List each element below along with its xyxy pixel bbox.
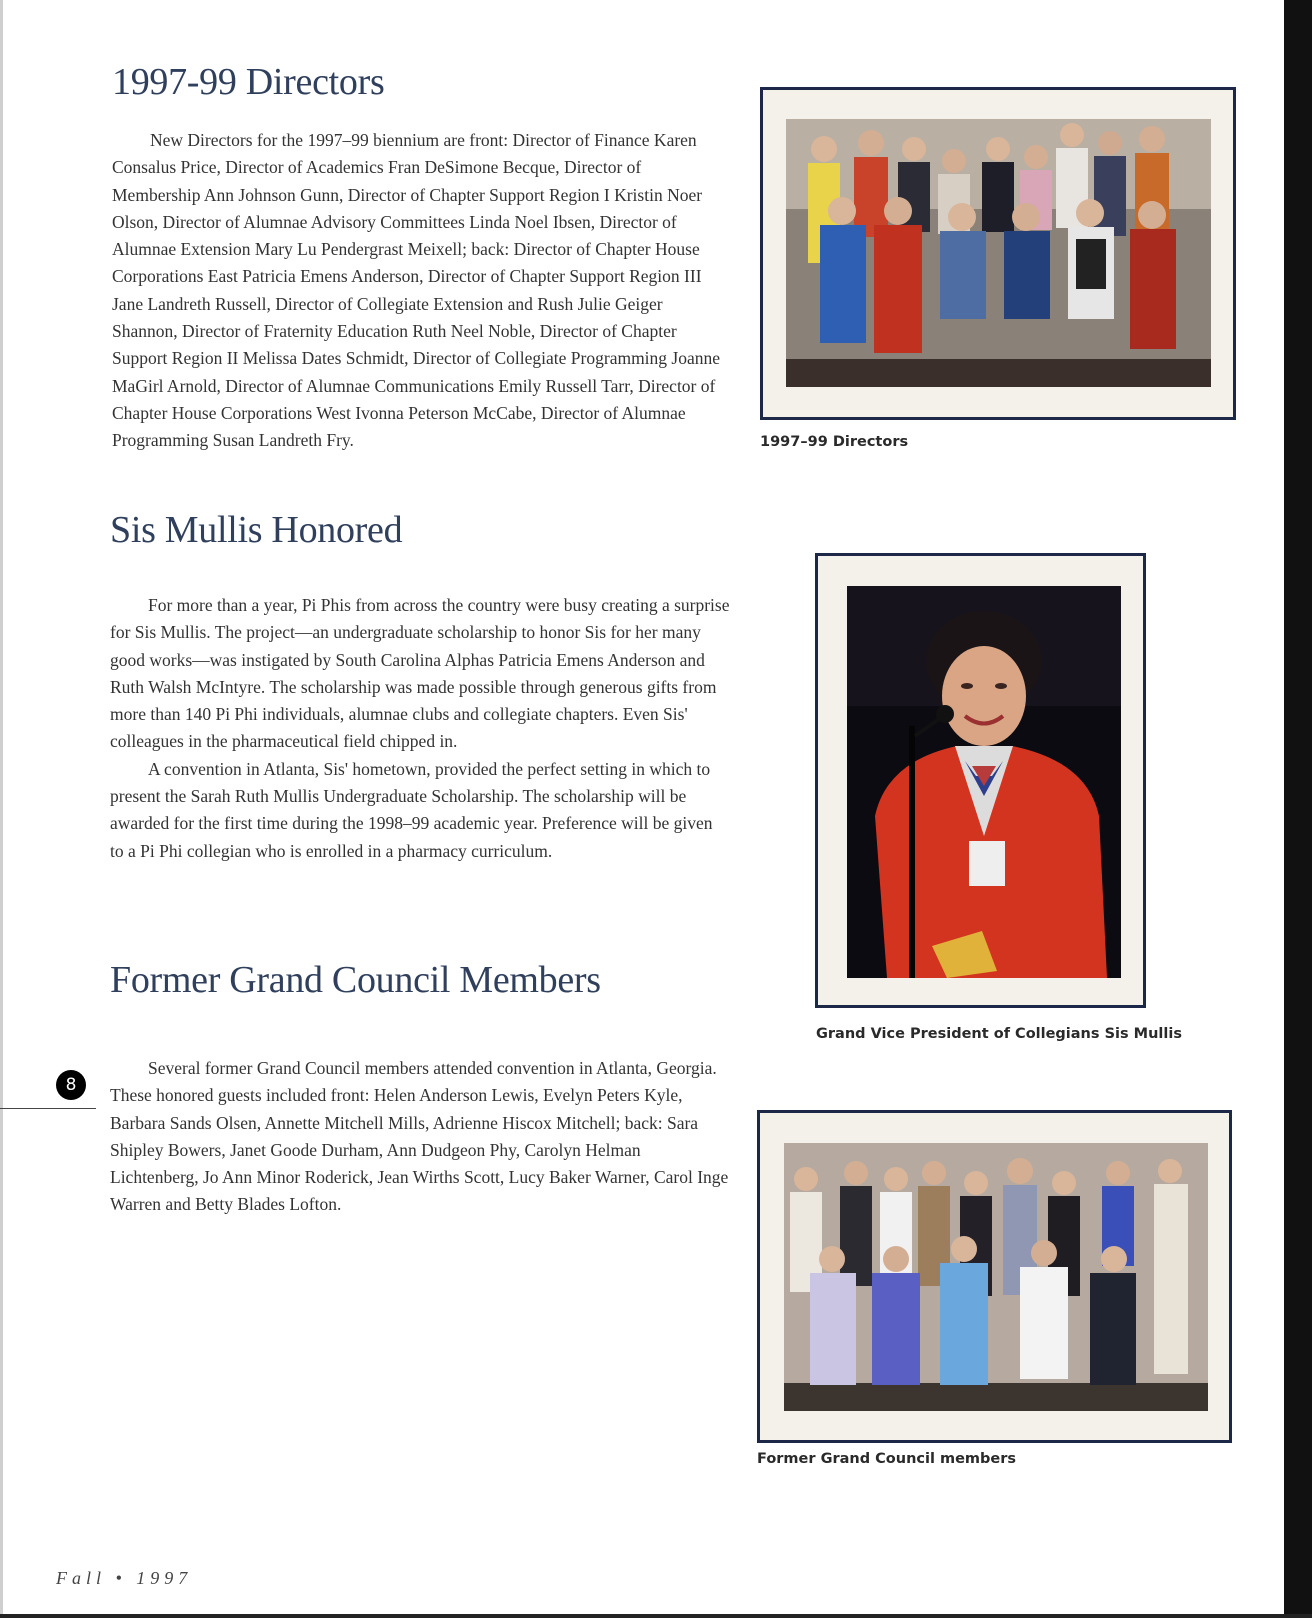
photo-frame-directors bbox=[760, 87, 1236, 420]
paragraph: Several former Grand Council members attended convention in Atlanta, Georgia. These honored guests included front: Helen Anderson Lewis, Evelyn Peters Kyle, Barbara Sands Olsen, Annette Mitchell Mills, Adrienne Hiscox Mitchell; back: Sara Shipley Bowers, Janet Goode Durham, Ann Dudgeon Phy, Carolyn Helman Lichtenberg, Jo Ann Minor Roderick, Jean Wirths Scott, Lucy Baker Warner, Carol Inge Warren and Betty Blades Lofton. bbox=[110, 1058, 729, 1215]
section-title-directors: 1997-99 Directors bbox=[112, 61, 385, 103]
page-bottom-edge bbox=[0, 1614, 1312, 1618]
section-body-mullis bbox=[110, 592, 730, 865]
photo-frame-mullis bbox=[815, 553, 1146, 1008]
photo-frame-council bbox=[757, 1110, 1232, 1443]
caption-directors: 1997–99 Directors bbox=[760, 434, 909, 450]
section-title-mullis: Sis Mullis Honored bbox=[110, 509, 403, 551]
issue-footer: Fall • 1997 bbox=[56, 1568, 193, 1588]
section-body-council bbox=[110, 1055, 730, 1219]
page-binding-shadow bbox=[1284, 0, 1312, 1618]
directors-group-photo bbox=[786, 119, 1211, 387]
paragraph: For more than a year, Pi Phis from across the country were busy creating a surprise for Sis Mullis. The project—an undergraduate scholarship to honor Sis for her many good works—was instigated by South Carolina Alphas Patricia Emens Anderson and Ruth Walsh McIntyre. The scholarship was made possible through generous gifts from more than 140 Pi Phi individuals, alumnae clubs and collegiate chapters. Even Sis' colleagues in the pharmaceutical field chipped in. bbox=[110, 595, 730, 752]
caption-mullis: Grand Vice President of Collegians Sis Mullis bbox=[816, 1026, 1182, 1042]
page-left-edge bbox=[0, 0, 3, 1618]
page-number-rule bbox=[0, 1108, 96, 1109]
council-group-photo bbox=[784, 1143, 1208, 1411]
page-number-badge: 8 bbox=[56, 1070, 86, 1100]
paragraph: New Directors for the 1997–99 biennium are front: Director of Finance Karen Consalus Price, Director of Academics Fran DeSimone Becque, Director of Membership Ann Johnson Gunn, Director of Chapter Support Region I Kristin Noer Olson, Director of Alumnae Advisory Committees Linda Noel Ibsen, Director of Alumnae Extension Mary Lu Pendergrast Meixell; back: Director of Chapter House Corporations East Patricia Emens Anderson, Director of Chapter Support Region III Jane Landreth Russell, Director of Collegiate Extension and Rush Julie Geiger Shannon, Director of Fraternity Education Ruth Neel Noble, Director of Chapter Support Region II Melissa Dates Schmidt, Director of Collegiate Programming Joanne MaGirl Arnold, Director of Alumnae Communications Emily Russell Tarr, Director of Chapter House Corporations West Ivonna Peterson McCabe, Director of Alumnae Programming Susan Landreth Fry. bbox=[112, 130, 721, 451]
section-body-directors bbox=[112, 127, 732, 455]
sis-mullis-photo bbox=[847, 586, 1121, 978]
section-title-council: Former Grand Council Members bbox=[110, 959, 601, 1001]
caption-council: Former Grand Council members bbox=[757, 1451, 1017, 1467]
paragraph: A convention in Atlanta, Sis' hometown, provided the perfect setting in which to present the Sarah Ruth Mullis Undergraduate Scholarship. The scholarship will be awarded for the first time during the 1998–99 academic year. Preference will be given to a Pi Phi collegian who is enrolled in a pharmacy curriculum. bbox=[110, 758, 713, 861]
